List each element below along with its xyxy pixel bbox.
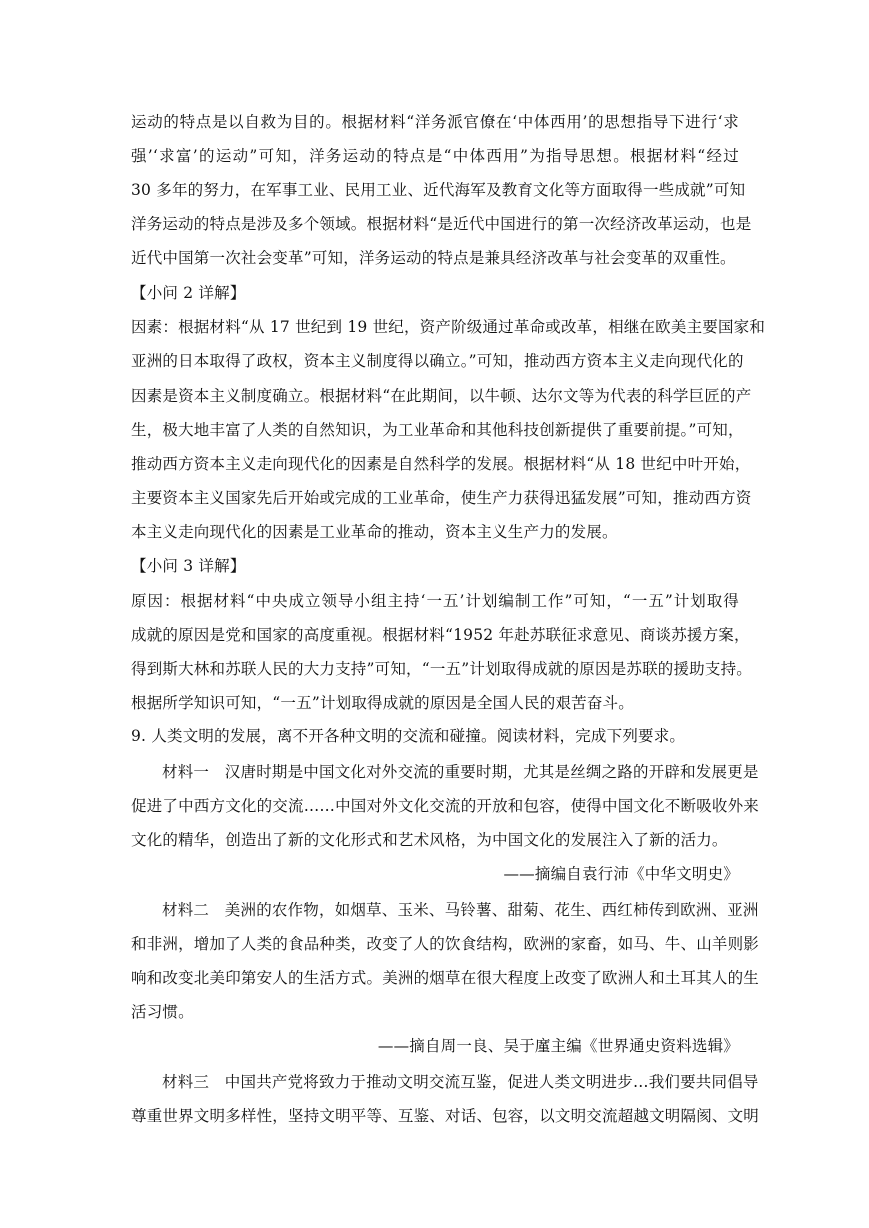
answer-text-line: 30 多年的努力，在军事工业、民用工业、近代海军及教育文化等方面取得一些成就”可知 bbox=[131, 181, 746, 199]
section-heading-q2: 【小问 2 详解】 bbox=[131, 284, 246, 302]
question-9-stem: 9. 人类文明的发展，离不开各种文明的交流和碰撞。阅读材料，完成下列要求。 bbox=[131, 727, 686, 745]
material-two-source: ——摘自周一良、吴于廑主编《世界通史资料选辑》 bbox=[377, 1037, 739, 1055]
material-three-line: 材料三 中国共产党将致力于推动文明交流互鉴，促进人类文明进步…我们要共同倡导 bbox=[162, 1073, 759, 1091]
answer-text-line: 得到斯大林和苏联人民的大力支持”可知，“一五”计划取得成就的原因是苏联的援助支持。 bbox=[131, 660, 752, 678]
answer-text-line: 因素：根据材料“从 17 世纪到 19 世纪，资产阶级通过革命或改革，相继在欧美主要国家和 bbox=[131, 318, 766, 336]
material-three-line: 尊重世界文明多样性，坚持文明平等、互鉴、对话、包容，以文明交流超越文明隔阂、文明 bbox=[131, 1107, 760, 1125]
answer-text-line: 洋务运动的特点是涉及多个领域。根据材料“是近代中国进行的第一次经济改革运动，也是 bbox=[131, 215, 752, 233]
answer-text-line: 亚洲的日本取得了政权，资本主义制度得以确立。”可知，推动西方资本主义走向现代化的 bbox=[131, 352, 744, 370]
section-heading-q3: 【小问 3 详解】 bbox=[131, 557, 246, 575]
answer-text-line: 成就的原因是党和国家的高度重视。根据材料“1952 年赴苏联征求意见、商谈苏援方案， bbox=[131, 626, 750, 644]
answer-text-line: 推动西方资本主义走向现代化的因素是自然科学的发展。根据材料“从 18 世纪中叶开始， bbox=[131, 455, 751, 473]
material-one-source: ——摘编自袁行沛《中华文明史》 bbox=[503, 865, 739, 883]
material-two-line: 材料二 美洲的农作物，如烟草、玉米、马铃薯、甜菊、花生、西红柿传到欧洲、亚洲 bbox=[162, 901, 759, 919]
answer-text-line: 主要资本主义国家先后开始或完成的工业革命，使生产力获得迅猛发展”可知，推动西方资 bbox=[131, 489, 752, 507]
material-two-line: 和非洲，增加了人类的食品种类，改变了人的饮食结构，欧洲的家畜，如马、牛、山羊则影 bbox=[131, 935, 760, 953]
material-one-line: 文化的精华，创造出了新的文化形式和艺术风格，为中国文化的发展注入了新的活力。 bbox=[131, 831, 728, 849]
answer-text-line: 强’‘求富’的运动”可知，洋务运动的特点是“中体西用”为指导思想。根据材料“经过 bbox=[131, 147, 739, 165]
material-two-line: 响和改变北美印第安人的生活方式。美洲的烟草在很大程度上改变了欧洲人和土耳其人的生 bbox=[131, 969, 760, 987]
answer-text-line: 运动的特点是以自救为目的。根据材料“洋务派官僚在‘中体西用’的思想指导下进行‘求 bbox=[131, 113, 739, 131]
answer-text-line: 原因：根据材料“中央成立领导小组主持‘一五’计划编制工作”可知，“一五”计划取得 bbox=[131, 592, 739, 610]
material-two-line: 活习惯。 bbox=[131, 1003, 194, 1021]
material-one-line: 材料一 汉唐时期是中国文化对外交流的重要时期，尤其是丝绸之路的开辟和发展更是 bbox=[162, 763, 759, 781]
answer-text-line: 因素是资本主义制度确立。根据材料“在此期间，以牛顿、达尔文等为代表的科学巨匠的产 bbox=[131, 387, 752, 405]
answer-text-line: 根据所学知识可知，“一五”计划取得成就的原因是全国人民的艰苦奋斗。 bbox=[131, 694, 634, 712]
answer-text-line: 生，极大地丰富了人类的自然知识，为工业革命和其他科技创新提供了重要前提。”可知， bbox=[131, 421, 744, 439]
answer-text-line: 本主义走向现代化的因素是工业革命的推动，资本主义生产力的发展。 bbox=[131, 523, 618, 541]
material-one-line: 促进了中西方文化的交流……中国对外文化交流的开放和包容，使得中国文化不断吸收外来 bbox=[131, 797, 760, 815]
answer-text-line: 近代中国第一次社会变革”可知，洋务运动的特点是兼具经济改革与社会变革的双重性。 bbox=[131, 249, 736, 267]
